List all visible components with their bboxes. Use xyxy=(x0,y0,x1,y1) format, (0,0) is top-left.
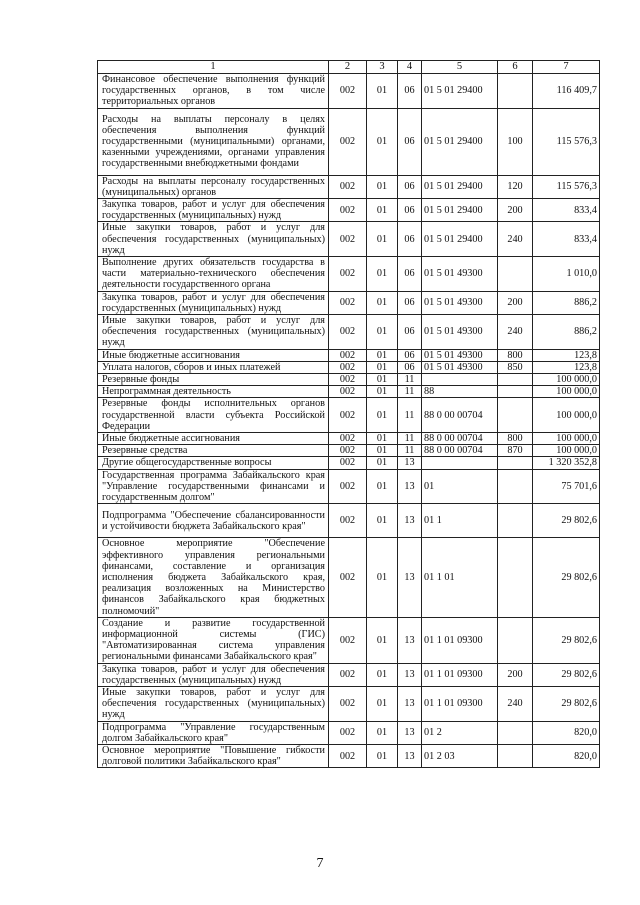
row-value-cell: 88 0 00 00704 xyxy=(422,445,498,457)
row-value-cell: 002 xyxy=(329,291,367,314)
table-row xyxy=(98,538,600,617)
row-name-cell: Резервные фонды xyxy=(98,374,329,386)
row-value-cell: 240 xyxy=(498,315,533,350)
row-value-cell xyxy=(498,374,533,386)
row-value-cell: 29 802,6 xyxy=(533,538,600,617)
table-row xyxy=(98,617,600,663)
row-value-cell: 01 xyxy=(367,686,398,721)
row-value-cell: 100 000,0 xyxy=(533,386,600,398)
row-value-cell: 115 576,3 xyxy=(533,175,600,198)
row-value-cell: 01 xyxy=(367,175,398,198)
header-cell: 5 xyxy=(422,61,498,74)
table-row xyxy=(98,222,600,257)
row-value-cell: 13 xyxy=(398,721,422,744)
row-value-cell: 11 xyxy=(398,374,422,386)
row-value-cell: 11 xyxy=(398,386,422,398)
row-value-cell: 002 xyxy=(329,199,367,222)
page-number: 7 xyxy=(316,856,324,871)
row-value-cell: 01 xyxy=(367,257,398,292)
row-value-cell: 240 xyxy=(498,222,533,257)
header-cell: 3 xyxy=(367,61,398,74)
row-name-cell: Иные бюджетные ассигнования xyxy=(98,433,329,445)
row-value-cell: 200 xyxy=(498,291,533,314)
row-value-cell: 13 xyxy=(398,504,422,538)
row-value-cell xyxy=(498,617,533,663)
table-row xyxy=(98,445,600,457)
row-value-cell: 01 xyxy=(367,291,398,314)
row-value-cell: 002 xyxy=(329,349,367,361)
row-value-cell: 002 xyxy=(329,74,367,109)
row-value-cell: 01 xyxy=(367,469,398,504)
row-name-cell: Иные закупки товаров, работ и услуг для обеспечения государственных (муниципальных) нужд xyxy=(98,686,329,721)
budget-table xyxy=(97,60,600,768)
row-value-cell: 01 5 01 29400 xyxy=(422,74,498,109)
row-value-cell: 01 5 01 49300 xyxy=(422,361,498,373)
row-value-cell: 120 xyxy=(498,175,533,198)
row-value-cell: 11 xyxy=(398,398,422,433)
row-name-cell: Основное мероприятие "Повышение гибкости долговой политики Забайкальского края" xyxy=(98,744,329,767)
row-value-cell xyxy=(498,744,533,767)
row-value-cell: 06 xyxy=(398,349,422,361)
row-value-cell: 01 5 01 49300 xyxy=(422,257,498,292)
row-value-cell: 1 010,0 xyxy=(533,257,600,292)
row-value-cell: 13 xyxy=(398,538,422,617)
row-value-cell: 800 xyxy=(498,349,533,361)
row-value-cell: 29 802,6 xyxy=(533,617,600,663)
table-row xyxy=(98,257,600,292)
header-cell: 2 xyxy=(329,61,367,74)
row-name-cell: Подпрограмма "Обеспечение сбалансированности и устойчивости бюджета Забайкальского края" xyxy=(98,504,329,538)
row-value-cell: 29 802,6 xyxy=(533,663,600,686)
row-value-cell: 88 0 00 00704 xyxy=(422,398,498,433)
row-value-cell: 01 xyxy=(422,469,498,504)
row-value-cell: 01 1 01 09300 xyxy=(422,617,498,663)
row-value-cell: 06 xyxy=(398,108,422,175)
row-name-cell: Закупка товаров, работ и услуг для обеспечения государственных (муниципальных) нужд xyxy=(98,663,329,686)
row-value-cell: 002 xyxy=(329,663,367,686)
row-value-cell xyxy=(498,469,533,504)
row-name-cell: Расходы на выплаты персоналу государственных (муниципальных) органов xyxy=(98,175,329,198)
table-row xyxy=(98,315,600,350)
row-value-cell xyxy=(498,74,533,109)
row-name-cell: Финансовое обеспечение выполнения функций государственных органов, в том числе территориальных органов xyxy=(98,74,329,109)
row-value-cell: 002 xyxy=(329,108,367,175)
row-value-cell: 200 xyxy=(498,199,533,222)
row-value-cell: 116 409,7 xyxy=(533,74,600,109)
row-value-cell: 01 xyxy=(367,504,398,538)
row-value-cell: 240 xyxy=(498,686,533,721)
row-value-cell: 01 xyxy=(367,433,398,445)
row-value-cell: 002 xyxy=(329,721,367,744)
table-row xyxy=(98,74,600,109)
row-value-cell xyxy=(498,386,533,398)
row-value-cell: 13 xyxy=(398,744,422,767)
row-value-cell: 886,2 xyxy=(533,291,600,314)
row-value-cell xyxy=(498,457,533,469)
row-name-cell: Подпрограмма "Управление государственным долгом Забайкальского края" xyxy=(98,721,329,744)
row-name-cell: Закупка товаров, работ и услуг для обеспечения государственных (муниципальных) нужд xyxy=(98,199,329,222)
row-value-cell: 002 xyxy=(329,398,367,433)
row-value-cell: 01 1 01 09300 xyxy=(422,663,498,686)
row-value-cell: 01 5 01 29400 xyxy=(422,199,498,222)
table-row xyxy=(98,721,600,744)
row-value-cell: 01 1 01 xyxy=(422,538,498,617)
table-row xyxy=(98,504,600,538)
row-value-cell: 01 2 xyxy=(422,721,498,744)
table-row xyxy=(98,108,600,175)
row-value-cell: 820,0 xyxy=(533,721,600,744)
row-value-cell xyxy=(498,398,533,433)
row-value-cell: 01 xyxy=(367,315,398,350)
row-value-cell: 100 xyxy=(498,108,533,175)
table-row xyxy=(98,663,600,686)
table-row xyxy=(98,175,600,198)
row-name-cell: Другие общегосударственные вопросы xyxy=(98,457,329,469)
row-value-cell: 123,8 xyxy=(533,361,600,373)
row-value-cell: 01 xyxy=(367,457,398,469)
row-value-cell: 002 xyxy=(329,686,367,721)
table-row xyxy=(98,686,600,721)
row-value-cell: 002 xyxy=(329,222,367,257)
row-value-cell: 01 xyxy=(367,398,398,433)
row-value-cell: 75 701,6 xyxy=(533,469,600,504)
row-value-cell: 002 xyxy=(329,175,367,198)
row-value-cell: 01 xyxy=(367,386,398,398)
header-cell: 4 xyxy=(398,61,422,74)
header-row xyxy=(98,61,600,74)
row-value-cell: 01 5 01 29400 xyxy=(422,175,498,198)
row-value-cell: 115 576,3 xyxy=(533,108,600,175)
table-row xyxy=(98,457,600,469)
row-value-cell: 01 5 01 29400 xyxy=(422,222,498,257)
table-row xyxy=(98,398,600,433)
table-row xyxy=(98,291,600,314)
row-name-cell: Выполнение других обязательств государства в части материально-технического обеспечения деятельности государственного органа xyxy=(98,257,329,292)
header-cell: 7 xyxy=(533,61,600,74)
table-row xyxy=(98,361,600,373)
row-value-cell: 886,2 xyxy=(533,315,600,350)
table-row xyxy=(98,349,600,361)
row-value-cell: 002 xyxy=(329,504,367,538)
row-name-cell: Уплата налогов, сборов и иных платежей xyxy=(98,361,329,373)
row-value-cell: 100 000,0 xyxy=(533,398,600,433)
row-value-cell: 002 xyxy=(329,361,367,373)
row-value-cell: 01 xyxy=(367,361,398,373)
row-value-cell: 01 5 01 49300 xyxy=(422,315,498,350)
budget-sheet xyxy=(97,60,599,768)
table-row xyxy=(98,744,600,767)
row-value-cell: 1 320 352,8 xyxy=(533,457,600,469)
row-value-cell: 13 xyxy=(398,617,422,663)
row-value-cell xyxy=(498,538,533,617)
row-value-cell: 06 xyxy=(398,315,422,350)
row-value-cell: 06 xyxy=(398,222,422,257)
row-value-cell: 002 xyxy=(329,445,367,457)
row-name-cell: Создание и развитие государственной информационной системы (ГИС) "Автоматизированная система управления региональными финансами Забайкальского края" xyxy=(98,617,329,663)
row-value-cell xyxy=(498,257,533,292)
row-value-cell: 870 xyxy=(498,445,533,457)
row-value-cell: 002 xyxy=(329,257,367,292)
row-value-cell: 06 xyxy=(398,361,422,373)
header-cell: 6 xyxy=(498,61,533,74)
row-value-cell: 01 5 01 49300 xyxy=(422,291,498,314)
table-row xyxy=(98,386,600,398)
row-value-cell: 01 xyxy=(367,538,398,617)
row-name-cell: Иные закупки товаров, работ и услуг для обеспечения государственных (муниципальных) нужд xyxy=(98,315,329,350)
row-value-cell: 01 1 01 09300 xyxy=(422,686,498,721)
row-value-cell: 01 2 03 xyxy=(422,744,498,767)
row-value-cell: 29 802,6 xyxy=(533,686,600,721)
row-value-cell: 002 xyxy=(329,386,367,398)
row-value-cell: 833,4 xyxy=(533,199,600,222)
row-value-cell: 88 0 00 00704 xyxy=(422,433,498,445)
row-value-cell: 06 xyxy=(398,175,422,198)
row-value-cell: 850 xyxy=(498,361,533,373)
row-value-cell: 01 xyxy=(367,74,398,109)
row-value-cell: 13 xyxy=(398,686,422,721)
row-value-cell: 002 xyxy=(329,457,367,469)
table-row xyxy=(98,469,600,504)
table-row xyxy=(98,199,600,222)
row-value-cell: 123,8 xyxy=(533,349,600,361)
row-value-cell: 01 5 01 29400 xyxy=(422,108,498,175)
table-row xyxy=(98,433,600,445)
row-value-cell: 13 xyxy=(398,663,422,686)
row-name-cell: Иные закупки товаров, работ и услуг для обеспечения государственных (муниципальных) нужд xyxy=(98,222,329,257)
row-value-cell: 100 000,0 xyxy=(533,445,600,457)
row-value-cell: 11 xyxy=(398,445,422,457)
row-value-cell: 002 xyxy=(329,538,367,617)
row-value-cell: 01 xyxy=(367,663,398,686)
row-name-cell: Закупка товаров, работ и услуг для обеспечения государственных (муниципальных) нужд xyxy=(98,291,329,314)
row-name-cell: Иные бюджетные ассигнования xyxy=(98,349,329,361)
header-cell: 1 xyxy=(98,61,329,74)
row-value-cell: 06 xyxy=(398,291,422,314)
row-value-cell: 01 xyxy=(367,222,398,257)
row-value-cell: 06 xyxy=(398,257,422,292)
row-value-cell: 800 xyxy=(498,433,533,445)
row-value-cell: 01 xyxy=(367,199,398,222)
row-name-cell: Резервные фонды исполнительных органов государственной власти субъекта Российской Федерации xyxy=(98,398,329,433)
row-value-cell: 01 xyxy=(367,108,398,175)
row-value-cell: 002 xyxy=(329,433,367,445)
row-value-cell xyxy=(422,457,498,469)
row-value-cell: 01 xyxy=(367,374,398,386)
row-value-cell: 01 xyxy=(367,617,398,663)
row-value-cell: 01 5 01 49300 xyxy=(422,349,498,361)
row-value-cell: 13 xyxy=(398,469,422,504)
row-name-cell: Основное мероприятие "Обеспечение эффективного управления региональными финансами, составление и организация исполнения бюджета Забайкальского края, реализация возложенных на Министерство финансов Забайкальского края бюджетных полномочий" xyxy=(98,538,329,617)
table-row xyxy=(98,374,600,386)
row-value-cell: 002 xyxy=(329,374,367,386)
row-value-cell: 200 xyxy=(498,663,533,686)
row-value-cell: 01 xyxy=(367,721,398,744)
row-value-cell: 06 xyxy=(398,74,422,109)
row-value-cell: 01 1 xyxy=(422,504,498,538)
row-name-cell: Непрограммная деятельность xyxy=(98,386,329,398)
row-value-cell: 06 xyxy=(398,199,422,222)
row-value-cell: 29 802,6 xyxy=(533,504,600,538)
row-value-cell: 002 xyxy=(329,744,367,767)
row-value-cell: 01 xyxy=(367,744,398,767)
row-value-cell: 820,0 xyxy=(533,744,600,767)
row-value-cell: 11 xyxy=(398,433,422,445)
row-value-cell xyxy=(422,374,498,386)
row-value-cell xyxy=(498,504,533,538)
row-value-cell: 100 000,0 xyxy=(533,433,600,445)
row-value-cell xyxy=(498,721,533,744)
row-value-cell: 100 000,0 xyxy=(533,374,600,386)
row-value-cell: 88 xyxy=(422,386,498,398)
row-value-cell: 002 xyxy=(329,315,367,350)
row-value-cell: 002 xyxy=(329,617,367,663)
row-value-cell: 13 xyxy=(398,457,422,469)
row-name-cell: Расходы на выплаты персоналу в целях обеспечения выполнения функций государственными (муниципальными) органами, казенными учреждениями, органами управления государственными внебюджетными фондами xyxy=(98,108,329,175)
row-name-cell: Государственная программа Забайкальского края "Управление государственными финансами и государственным долгом" xyxy=(98,469,329,504)
row-value-cell: 833,4 xyxy=(533,222,600,257)
row-name-cell: Резервные средства xyxy=(98,445,329,457)
row-value-cell: 002 xyxy=(329,469,367,504)
table-body xyxy=(98,61,600,768)
row-value-cell: 01 xyxy=(367,349,398,361)
row-value-cell: 01 xyxy=(367,445,398,457)
